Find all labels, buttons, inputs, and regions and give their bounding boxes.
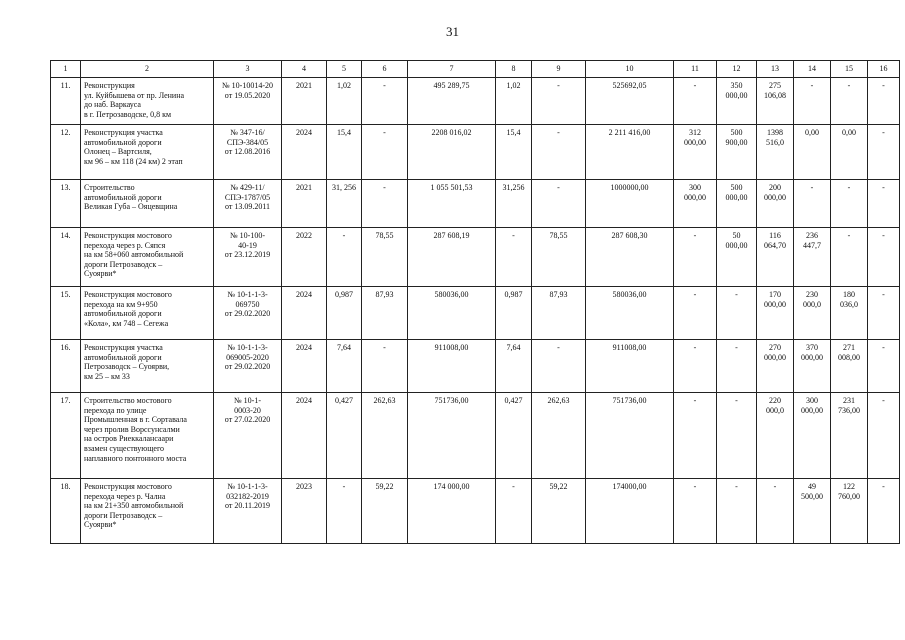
column-header: 5 (327, 61, 362, 78)
table-header (51, 61, 900, 78)
row-number-cell: 16. (51, 340, 81, 393)
capacity-m-cell: 262,63 (532, 393, 586, 479)
funding-col-13-cell: 200 000,00 (757, 180, 794, 228)
funding-col-15-cell: - (831, 78, 868, 125)
length-km-cell: - (327, 479, 362, 544)
length-km-cell: 1,02 (327, 78, 362, 125)
estimated-cost-cell: 751736,00 (408, 393, 496, 479)
capacity-m-cell: - (532, 125, 586, 180)
length-m-cell: 87,93 (362, 287, 408, 340)
row-number-cell: 12. (51, 125, 81, 180)
funding-col-12-cell: 350 000,00 (717, 78, 757, 125)
funding-col-11-cell: - (674, 228, 717, 287)
object-name-cell: Строительство автомобильной дороги Великая Губа – Ояцевщина (81, 180, 214, 228)
funding-col-14-cell: - (794, 180, 831, 228)
funding-col-14-cell: 300 000,00 (794, 393, 831, 479)
table-row (51, 287, 900, 340)
data-table (50, 60, 900, 544)
funding-col-13-cell: 170 000,00 (757, 287, 794, 340)
length-km-cell: 0,427 (327, 393, 362, 479)
funding-col-13-cell: 220 000,0 (757, 393, 794, 479)
funding-col-15-cell: 271 008,00 (831, 340, 868, 393)
capacity-m-cell: - (532, 180, 586, 228)
funding-col-15-cell: - (831, 228, 868, 287)
funding-col-14-cell: 0,00 (794, 125, 831, 180)
object-name-cell: Реконструкция мостового перехода на км 9+950 автомобильной дороги «Кола», км 748 – Сегежа (81, 287, 214, 340)
length-km-cell: 15,4 (327, 125, 362, 180)
total-funding-cell: 2 211 416,00 (586, 125, 674, 180)
object-name-cell: Реконструкция участка автомобильной дороги Петрозаводск – Суоярви, км 25 – км 33 (81, 340, 214, 393)
funding-col-13-cell: - (757, 479, 794, 544)
funding-col-14-cell: 49 500,00 (794, 479, 831, 544)
funding-col-16-cell: - (868, 78, 900, 125)
funding-col-14-cell: 236 447,7 (794, 228, 831, 287)
estimated-cost-cell: 2208 016,02 (408, 125, 496, 180)
completion-year-cell: 2022 (282, 228, 327, 287)
object-name-cell: Строительство мостового перехода по улице Промышленная в г. Сортавала через пролив Ворссунсалми на остров Риеккалансаари взамен существующего наплавного понтонного моста (81, 393, 214, 479)
funding-col-14-cell: 230 000,0 (794, 287, 831, 340)
estimated-cost-cell: 580036,00 (408, 287, 496, 340)
length-km-cell: 0,987 (327, 287, 362, 340)
completion-year-cell: 2021 (282, 78, 327, 125)
funding-col-11-cell: - (674, 393, 717, 479)
length-m-cell: - (362, 125, 408, 180)
expertise-doc-cell: № 10-1-1-3- 069005-2020 от 29.02.2020 (214, 340, 282, 393)
funding-col-12-cell: 500 000,00 (717, 180, 757, 228)
funding-col-11-cell: 300 000,00 (674, 180, 717, 228)
funding-col-13-cell: 1398 516,0 (757, 125, 794, 180)
table-row (51, 393, 900, 479)
estimated-cost-cell: 911008,00 (408, 340, 496, 393)
column-header: 12 (717, 61, 757, 78)
completion-year-cell: 2024 (282, 125, 327, 180)
funding-col-12-cell: 500 900,00 (717, 125, 757, 180)
completion-year-cell: 2021 (282, 180, 327, 228)
header-row (51, 61, 900, 78)
column-header: 15 (831, 61, 868, 78)
length-m-cell: - (362, 340, 408, 393)
funding-col-12-cell: - (717, 340, 757, 393)
funding-col-11-cell: - (674, 340, 717, 393)
funding-col-12-cell: - (717, 393, 757, 479)
page-number: 31 (446, 24, 459, 39)
column-header: 10 (586, 61, 674, 78)
row-number-cell: 18. (51, 479, 81, 544)
funding-col-16-cell: - (868, 393, 900, 479)
table-row (51, 180, 900, 228)
funding-col-16-cell: - (868, 125, 900, 180)
funding-col-12-cell: - (717, 287, 757, 340)
funding-col-11-cell: 312 000,00 (674, 125, 717, 180)
capacity-km-cell: 0,427 (496, 393, 532, 479)
capacity-km-cell: 1,02 (496, 78, 532, 125)
length-km-cell: 31, 256 (327, 180, 362, 228)
funding-col-13-cell: 270 000,00 (757, 340, 794, 393)
table-row (51, 479, 900, 544)
funding-col-15-cell: 231 736,00 (831, 393, 868, 479)
column-header: 7 (408, 61, 496, 78)
length-m-cell: - (362, 78, 408, 125)
funding-col-16-cell: - (868, 479, 900, 544)
expertise-doc-cell: № 10-1- 0003-20 от 27.02.2020 (214, 393, 282, 479)
column-header: 1 (51, 61, 81, 78)
capacity-m-cell: - (532, 340, 586, 393)
funding-col-15-cell: 0,00 (831, 125, 868, 180)
total-funding-cell: 1000000,00 (586, 180, 674, 228)
length-m-cell: - (362, 180, 408, 228)
capacity-m-cell: - (532, 78, 586, 125)
funding-col-12-cell: - (717, 479, 757, 544)
column-header: 8 (496, 61, 532, 78)
table-body (51, 78, 900, 544)
capacity-km-cell: - (496, 479, 532, 544)
row-number-cell: 17. (51, 393, 81, 479)
capacity-m-cell: 87,93 (532, 287, 586, 340)
funding-col-11-cell: - (674, 78, 717, 125)
funding-col-11-cell: - (674, 287, 717, 340)
funding-col-11-cell: - (674, 479, 717, 544)
length-km-cell: - (327, 228, 362, 287)
estimated-cost-cell: 495 289,75 (408, 78, 496, 125)
funding-col-13-cell: 275 106,08 (757, 78, 794, 125)
expertise-doc-cell: № 10-1-1-3- 069750 от 29.02.2020 (214, 287, 282, 340)
funding-col-15-cell: - (831, 180, 868, 228)
funding-col-15-cell: 180 036,0 (831, 287, 868, 340)
completion-year-cell: 2024 (282, 393, 327, 479)
table-row (51, 228, 900, 287)
object-name-cell: Реконструкция участка автомобильной дороги Олонец – Вартсиля, км 96 – км 118 (24 км) 2 этап (81, 125, 214, 180)
length-m-cell: 262,63 (362, 393, 408, 479)
estimated-cost-cell: 287 608,19 (408, 228, 496, 287)
funding-col-15-cell: 122 760,00 (831, 479, 868, 544)
table-row (51, 125, 900, 180)
expertise-doc-cell: № 10-10014-20 от 19.05.2020 (214, 78, 282, 125)
row-number-cell: 13. (51, 180, 81, 228)
total-funding-cell: 174000,00 (586, 479, 674, 544)
expertise-doc-cell: № 429-11/ СПЭ-1787/05 от 13.09.2011 (214, 180, 282, 228)
funding-col-13-cell: 116 064,70 (757, 228, 794, 287)
column-header: 9 (532, 61, 586, 78)
object-name-cell: Реконструкция мостового перехода через р. Сяпся на км 58+060 автомобильной дороги Петрозаводск – Суоярви* (81, 228, 214, 287)
funding-col-14-cell: 370 000,00 (794, 340, 831, 393)
capacity-m-cell: 59,22 (532, 479, 586, 544)
funding-col-16-cell: - (868, 180, 900, 228)
capacity-m-cell: 78,55 (532, 228, 586, 287)
total-funding-cell: 751736,00 (586, 393, 674, 479)
capacity-km-cell: 0,987 (496, 287, 532, 340)
estimated-cost-cell: 174 000,00 (408, 479, 496, 544)
column-header: 14 (794, 61, 831, 78)
column-header: 3 (214, 61, 282, 78)
capacity-km-cell: 7,64 (496, 340, 532, 393)
expertise-doc-cell: № 347-16/ СПЭ-384/05 от 12.08.2016 (214, 125, 282, 180)
expertise-doc-cell: № 10-1-1-3- 032182-2019 от 20.11.2019 (214, 479, 282, 544)
table-row (51, 340, 900, 393)
estimated-cost-cell: 1 055 501,53 (408, 180, 496, 228)
column-header: 13 (757, 61, 794, 78)
total-funding-cell: 911008,00 (586, 340, 674, 393)
capacity-km-cell: 15,4 (496, 125, 532, 180)
column-header: 2 (81, 61, 214, 78)
total-funding-cell: 580036,00 (586, 287, 674, 340)
object-name-cell: Реконструкция ул. Куйбышева от пр. Ленина до наб. Варкауса в г. Петрозаводске, 0,8 км (81, 78, 214, 125)
capacity-km-cell: - (496, 228, 532, 287)
table-row (51, 78, 900, 125)
completion-year-cell: 2023 (282, 479, 327, 544)
object-name-cell: Реконструкция мостового перехода через р. Чална на км 21+350 автомобильной дороги Петрозаводск – Суоярви* (81, 479, 214, 544)
length-km-cell: 7,64 (327, 340, 362, 393)
funding-col-12-cell: 50 000,00 (717, 228, 757, 287)
expertise-doc-cell: № 10-100- 40-19 от 23.12.2019 (214, 228, 282, 287)
total-funding-cell: 525692,05 (586, 78, 674, 125)
column-header: 16 (868, 61, 900, 78)
row-number-cell: 14. (51, 228, 81, 287)
length-m-cell: 59,22 (362, 479, 408, 544)
column-header: 6 (362, 61, 408, 78)
completion-year-cell: 2024 (282, 340, 327, 393)
funding-col-14-cell: - (794, 78, 831, 125)
completion-year-cell: 2024 (282, 287, 327, 340)
row-number-cell: 15. (51, 287, 81, 340)
total-funding-cell: 287 608,30 (586, 228, 674, 287)
funding-col-16-cell: - (868, 228, 900, 287)
length-m-cell: 78,55 (362, 228, 408, 287)
funding-col-16-cell: - (868, 340, 900, 393)
capacity-km-cell: 31,256 (496, 180, 532, 228)
column-header: 11 (674, 61, 717, 78)
row-number-cell: 11. (51, 78, 81, 125)
column-header: 4 (282, 61, 327, 78)
funding-col-16-cell: - (868, 287, 900, 340)
